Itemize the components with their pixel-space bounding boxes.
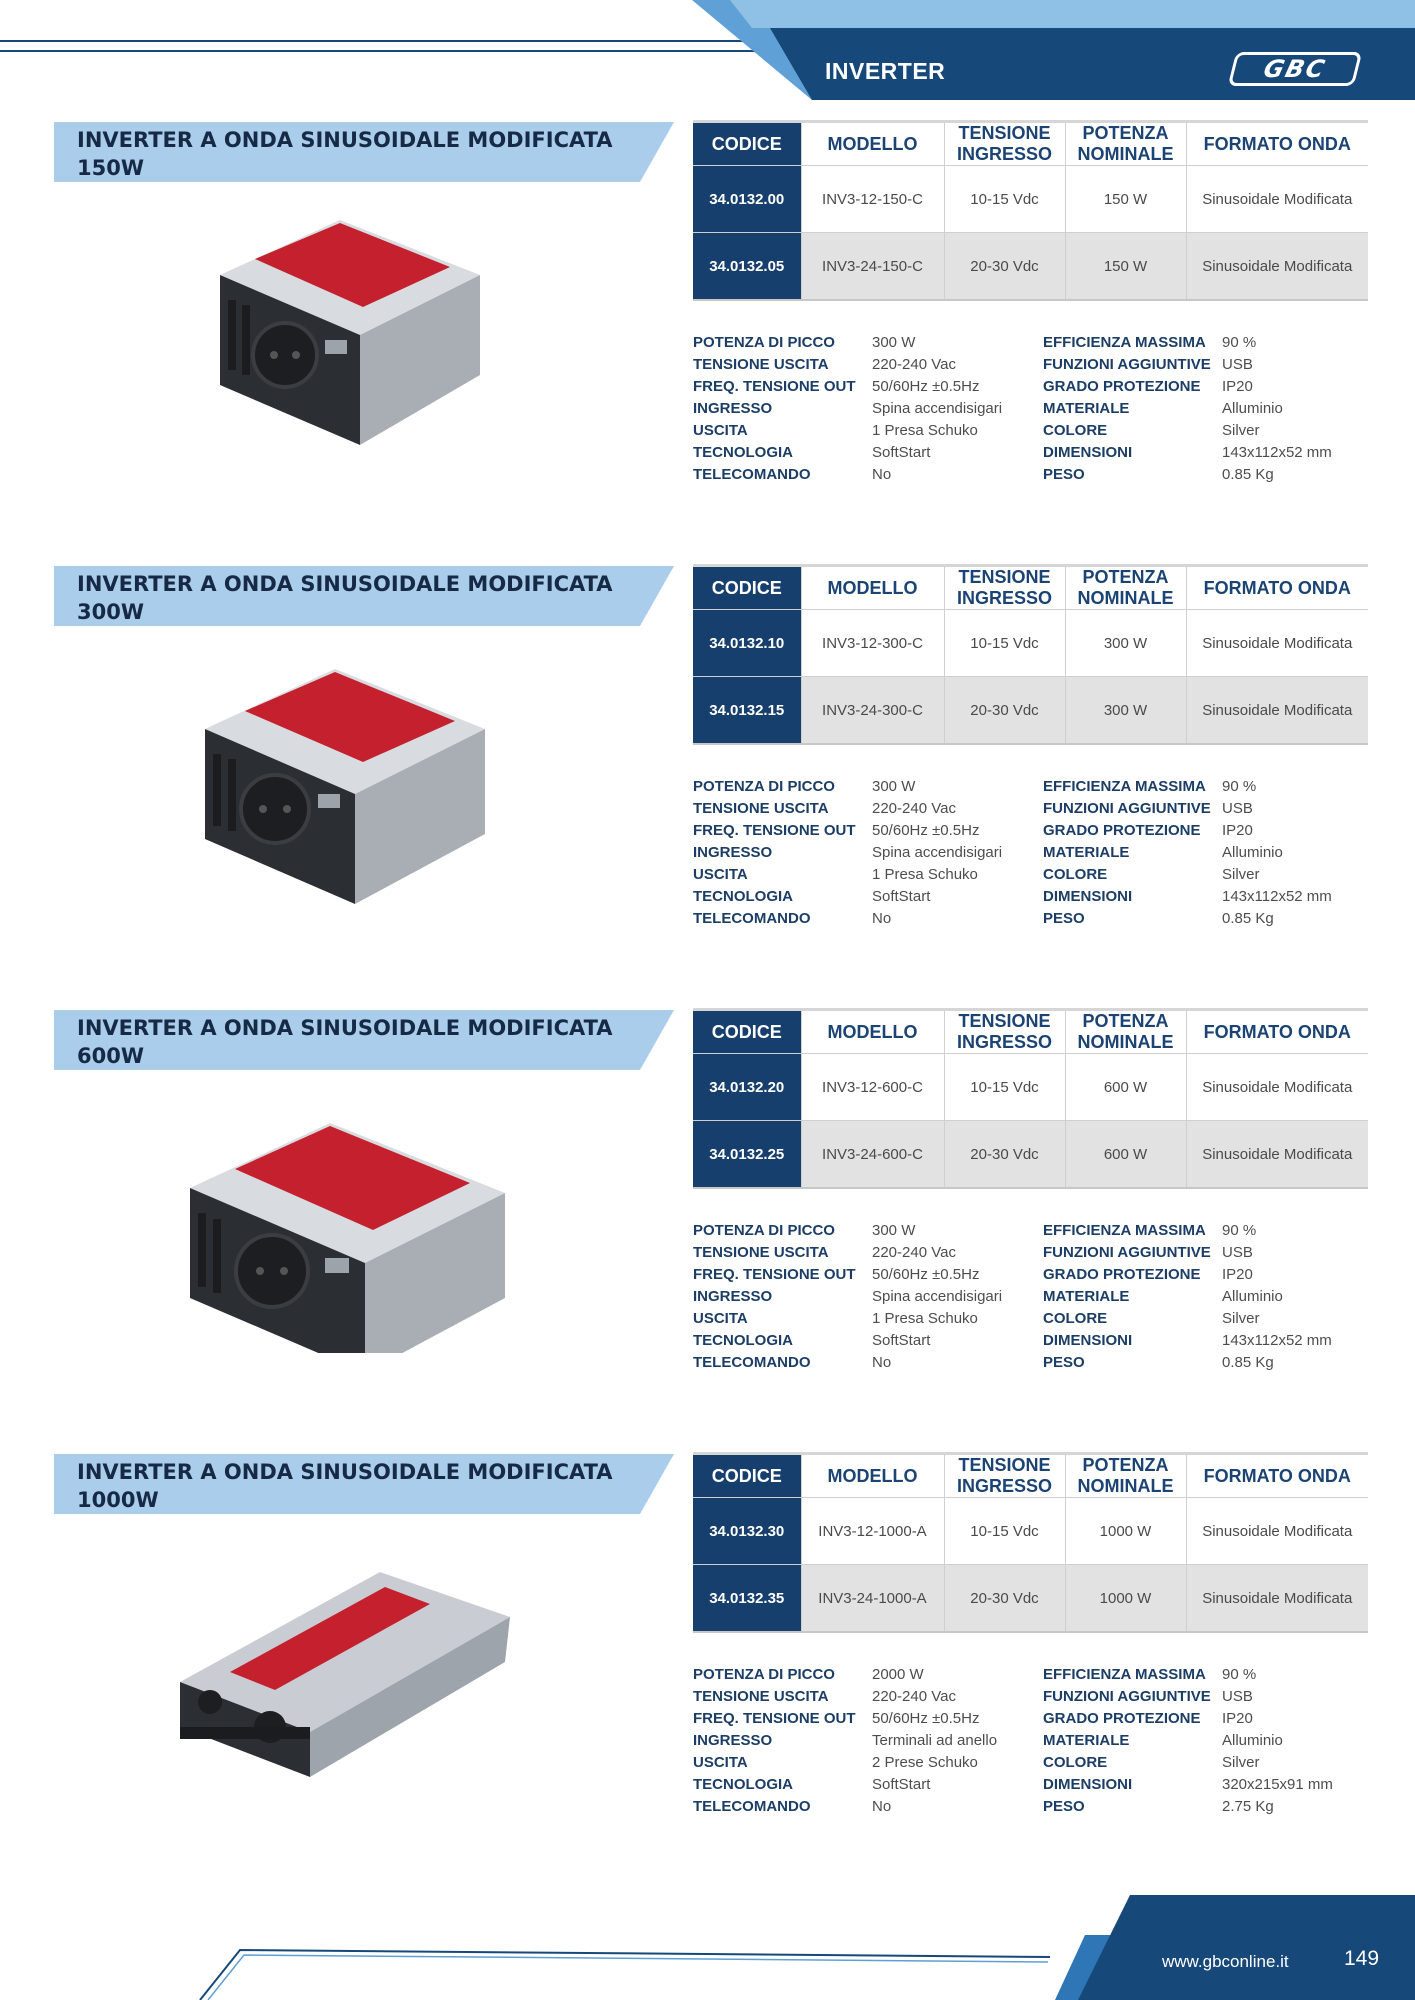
spec-list-left [693,332,1033,486]
spec-value: 300 W [872,334,916,351]
spec-value: Alluminio [1222,1732,1283,1749]
product-section-300w [0,564,1415,984]
spec-list-right [1043,1664,1383,1818]
header-tensione: TENSIONE INGRESSO [944,566,1065,610]
cell-formato: Sinusoidale Modificata [1186,610,1368,677]
spec-label: TENSIONE USCITA [693,356,829,373]
spec-value: No [872,466,892,483]
spec-value: 1 Presa Schuko [872,866,978,883]
cell-tensione: 20-30 Vdc [944,677,1065,745]
spec-value: 2000 W [872,1666,924,1683]
spec-value: Spina accendisigari [872,844,1003,861]
cell-modello: INV3-24-1000-A [801,1565,944,1633]
cell-modello: INV3-24-600-C [801,1121,944,1189]
header-formato: FORMATO ONDA [1186,1454,1368,1498]
spec-label: GRADO PROTEZIONE [1043,1266,1201,1283]
cell-codice: 34.0132.00 [693,166,801,233]
spec-value: USB [1222,356,1253,373]
cell-tensione: 20-30 Vdc [944,1565,1065,1633]
product-code-table [693,564,1368,745]
cell-modello: INV3-12-1000-A [801,1498,944,1565]
spec-value: 143x112x52 mm [1222,444,1332,461]
table-row [693,1498,1368,1565]
cell-potenza: 150 W [1065,233,1186,301]
spec-label: GRADO PROTEZIONE [1043,1710,1201,1727]
table-row [693,610,1368,677]
spec-label: EFFICIENZA MASSIMA [1043,778,1206,795]
spec-label: COLORE [1043,1310,1108,1327]
cell-potenza: 1000 W [1065,1565,1186,1633]
header-formato: FORMATO ONDA [1186,1010,1368,1054]
header-codice: CODICE [693,122,801,166]
gbc-logo: GBC [1228,52,1362,86]
spec-label: FREQ. TENSIONE OUT [693,1710,856,1727]
spec-label: GRADO PROTEZIONE [1043,378,1201,395]
table-row [693,233,1368,301]
cell-codice: 34.0132.15 [693,677,801,745]
cell-modello: INV3-12-150-C [801,166,944,233]
inverter-product-image [150,215,520,465]
header-modello: MODELLO [801,122,944,166]
header-tensione: TENSIONE INGRESSO [944,1010,1065,1054]
header-tensione: TENSIONE INGRESSO [944,122,1065,166]
spec-label: COLORE [1043,866,1108,883]
spec-label: INGRESSO [693,1288,773,1305]
spec-value: Silver [1222,866,1260,883]
product-code-table [693,1008,1368,1189]
cell-codice: 34.0132.30 [693,1498,801,1565]
spec-label: TELECOMANDO [693,910,811,927]
footer-website: www.gbconline.it [1162,1952,1289,1971]
spec-value: 50/60Hz ±0.5Hz [872,1266,980,1283]
cell-tensione: 10-15 Vdc [944,610,1065,677]
spec-label: COLORE [1043,422,1108,439]
header-band [0,0,1415,110]
spec-value: Silver [1222,422,1260,439]
spec-value: Spina accendisigari [872,400,1003,417]
spec-list-left [693,1664,1033,1818]
spec-value: IP20 [1222,1266,1253,1283]
cell-formato: Sinusoidale Modificata [1186,677,1368,745]
inverter-product-image [150,1103,520,1353]
spec-list-left [693,776,1033,930]
spec-label: COLORE [1043,1754,1108,1771]
spec-label: FUNZIONI AGGIUNTIVE [1043,1688,1211,1705]
spec-value: 300 W [872,1222,916,1239]
cell-codice: 34.0132.25 [693,1121,801,1189]
spec-label: PESO [1043,910,1085,927]
spec-label: USCITA [693,422,748,439]
cell-formato: Sinusoidale Modificata [1186,1565,1368,1633]
spec-value: 0.85 Kg [1222,466,1274,483]
cell-tensione: 10-15 Vdc [944,166,1065,233]
spec-value: 50/60Hz ±0.5Hz [872,1710,980,1727]
spec-value: 300 W [872,778,916,795]
header-potenza: POTENZA NOMINALE [1065,1010,1186,1054]
cell-potenza: 150 W [1065,166,1186,233]
spec-value: 320x215x91 mm [1222,1776,1333,1793]
cell-codice: 34.0132.35 [693,1565,801,1633]
section-title: INVERTER A ONDA SINUSOIDALE MODIFICATA 1000W [77,1460,613,1512]
spec-value: No [872,910,892,927]
spec-value: 50/60Hz ±0.5Hz [872,378,980,395]
table-row [693,1054,1368,1121]
spec-value: Silver [1222,1310,1260,1327]
spec-label: POTENZA DI PICCO [693,1222,835,1239]
cell-potenza: 300 W [1065,610,1186,677]
section-title: INVERTER A ONDA SINUSOIDALE MODIFICATA 600W [77,1016,613,1068]
inverter-product-image [150,659,520,909]
inverter-product-image [160,1562,530,1812]
spec-label: MATERIALE [1043,1732,1130,1749]
spec-label: TELECOMANDO [693,466,811,483]
spec-label: MATERIALE [1043,1288,1130,1305]
spec-value: 0.85 Kg [1222,1354,1274,1371]
cell-formato: Sinusoidale Modificata [1186,166,1368,233]
spec-list-right [1043,1220,1383,1374]
spec-value: USB [1222,1244,1253,1261]
cell-formato: Sinusoidale Modificata [1186,1121,1368,1189]
cell-modello: INV3-12-600-C [801,1054,944,1121]
product-code-table [693,120,1368,301]
cell-formato: Sinusoidale Modificata [1186,1054,1368,1121]
spec-value: IP20 [1222,378,1253,395]
spec-value: Terminali ad anello [872,1732,998,1749]
header-potenza: POTENZA NOMINALE [1065,122,1186,166]
spec-value: 2 Prese Schuko [872,1754,978,1771]
spec-value: Alluminio [1222,1288,1283,1305]
spec-label: TECNOLOGIA [693,1776,793,1793]
spec-value: USB [1222,1688,1253,1705]
spec-label: FREQ. TENSIONE OUT [693,1266,856,1283]
cell-modello: INV3-24-300-C [801,677,944,745]
spec-label: DIMENSIONI [1043,444,1133,461]
header-modello: MODELLO [801,1010,944,1054]
spec-value: 220-240 Vac [872,1244,956,1261]
header-codice: CODICE [693,566,801,610]
header-modello: MODELLO [801,566,944,610]
spec-value: Alluminio [1222,400,1283,417]
spec-value: 220-240 Vac [872,800,956,817]
page-number: 149 [1344,1947,1380,1970]
product-section-150w [0,120,1415,540]
header-codice: CODICE [693,1454,801,1498]
footer-band [0,1895,1415,2000]
spec-value: 90 % [1222,334,1257,351]
cell-codice: 34.0132.10 [693,610,801,677]
spec-label: TECNOLOGIA [693,444,793,461]
footer-rule [200,1950,1050,2000]
table-row [693,1565,1368,1633]
section-title: INVERTER A ONDA SINUSOIDALE MODIFICATA 300W [77,572,613,624]
spec-label: FREQ. TENSIONE OUT [693,378,856,395]
spec-label: EFFICIENZA MASSIMA [1043,1666,1206,1683]
header-modello: MODELLO [801,1454,944,1498]
cell-formato: Sinusoidale Modificata [1186,1498,1368,1565]
spec-label: TELECOMANDO [693,1798,811,1815]
header-band-highlight [730,0,1415,28]
table-row [693,166,1368,233]
cell-tensione: 20-30 Vdc [944,233,1065,301]
cell-modello: INV3-12-300-C [801,610,944,677]
spec-value: 143x112x52 mm [1222,888,1332,905]
header-potenza: POTENZA NOMINALE [1065,566,1186,610]
section-title: INVERTER A ONDA SINUSOIDALE MODIFICATA 150W [77,128,613,180]
cell-tensione: 10-15 Vdc [944,1054,1065,1121]
header-formato: FORMATO ONDA [1186,566,1368,610]
product-section-600w [0,1008,1415,1428]
spec-value: 220-240 Vac [872,356,956,373]
spec-label: PESO [1043,1798,1085,1815]
header-codice: CODICE [693,1010,801,1054]
cell-tensione: 20-30 Vdc [944,1121,1065,1189]
cell-codice: 34.0132.20 [693,1054,801,1121]
page-category-title: INVERTER [825,58,946,84]
spec-value: No [872,1798,892,1815]
product-section-1000w [0,1452,1415,1872]
table-row [693,1121,1368,1189]
spec-label: FREQ. TENSIONE OUT [693,822,856,839]
header-formato: FORMATO ONDA [1186,122,1368,166]
spec-label: EFFICIENZA MASSIMA [1043,334,1206,351]
cell-modello: INV3-24-150-C [801,233,944,301]
spec-value: 1 Presa Schuko [872,1310,978,1327]
spec-label: INGRESSO [693,1732,773,1749]
spec-value: IP20 [1222,822,1253,839]
spec-value: Spina accendisigari [872,1288,1003,1305]
spec-label: USCITA [693,1754,748,1771]
spec-value: 90 % [1222,1666,1257,1683]
header-tensione: TENSIONE INGRESSO [944,1454,1065,1498]
spec-label: MATERIALE [1043,844,1130,861]
spec-value: SoftStart [872,888,931,905]
spec-label: INGRESSO [693,844,773,861]
spec-value: SoftStart [872,1776,931,1793]
cell-potenza: 600 W [1065,1054,1186,1121]
spec-label: EFFICIENZA MASSIMA [1043,1222,1206,1239]
footer-rule-light [208,1955,1048,2000]
spec-label: PESO [1043,1354,1085,1371]
spec-label: TENSIONE USCITA [693,1244,829,1261]
spec-value: 2.75 Kg [1222,1798,1274,1815]
spec-value: 50/60Hz ±0.5Hz [872,822,980,839]
spec-list-right [1043,332,1383,486]
table-row [693,677,1368,745]
spec-value: No [872,1354,892,1371]
spec-label: POTENZA DI PICCO [693,778,835,795]
spec-label: TECNOLOGIA [693,888,793,905]
spec-label: GRADO PROTEZIONE [1043,822,1201,839]
spec-list-left [693,1220,1033,1374]
spec-label: POTENZA DI PICCO [693,1666,835,1683]
spec-label: FUNZIONI AGGIUNTIVE [1043,356,1211,373]
spec-label: DIMENSIONI [1043,1332,1133,1349]
spec-label: FUNZIONI AGGIUNTIVE [1043,1244,1211,1261]
spec-value: USB [1222,800,1253,817]
cell-potenza: 1000 W [1065,1498,1186,1565]
spec-label: TENSIONE USCITA [693,1688,829,1705]
spec-value: Silver [1222,1754,1260,1771]
cell-tensione: 10-15 Vdc [944,1498,1065,1565]
spec-label: DIMENSIONI [1043,1776,1133,1793]
spec-value: IP20 [1222,1710,1253,1727]
spec-label: TECNOLOGIA [693,1332,793,1349]
spec-value: 143x112x52 mm [1222,1332,1332,1349]
product-code-table [693,1452,1368,1633]
spec-label: FUNZIONI AGGIUNTIVE [1043,800,1211,817]
spec-value: Alluminio [1222,844,1283,861]
cell-codice: 34.0132.05 [693,233,801,301]
cell-potenza: 300 W [1065,677,1186,745]
spec-value: 90 % [1222,1222,1257,1239]
spec-label: TENSIONE USCITA [693,800,829,817]
spec-value: 220-240 Vac [872,1688,956,1705]
spec-label: USCITA [693,866,748,883]
spec-label: TELECOMANDO [693,1354,811,1371]
spec-list-right [1043,776,1383,930]
spec-value: SoftStart [872,1332,931,1349]
spec-value: 90 % [1222,778,1257,795]
header-potenza: POTENZA NOMINALE [1065,1454,1186,1498]
spec-value: 1 Presa Schuko [872,422,978,439]
spec-label: INGRESSO [693,400,773,417]
spec-label: USCITA [693,1310,748,1327]
spec-label: POTENZA DI PICCO [693,334,835,351]
spec-value: 0.85 Kg [1222,910,1274,927]
cell-potenza: 600 W [1065,1121,1186,1189]
spec-label: PESO [1043,466,1085,483]
spec-label: DIMENSIONI [1043,888,1133,905]
spec-label: MATERIALE [1043,400,1130,417]
cell-formato: Sinusoidale Modificata [1186,233,1368,301]
spec-value: SoftStart [872,444,931,461]
